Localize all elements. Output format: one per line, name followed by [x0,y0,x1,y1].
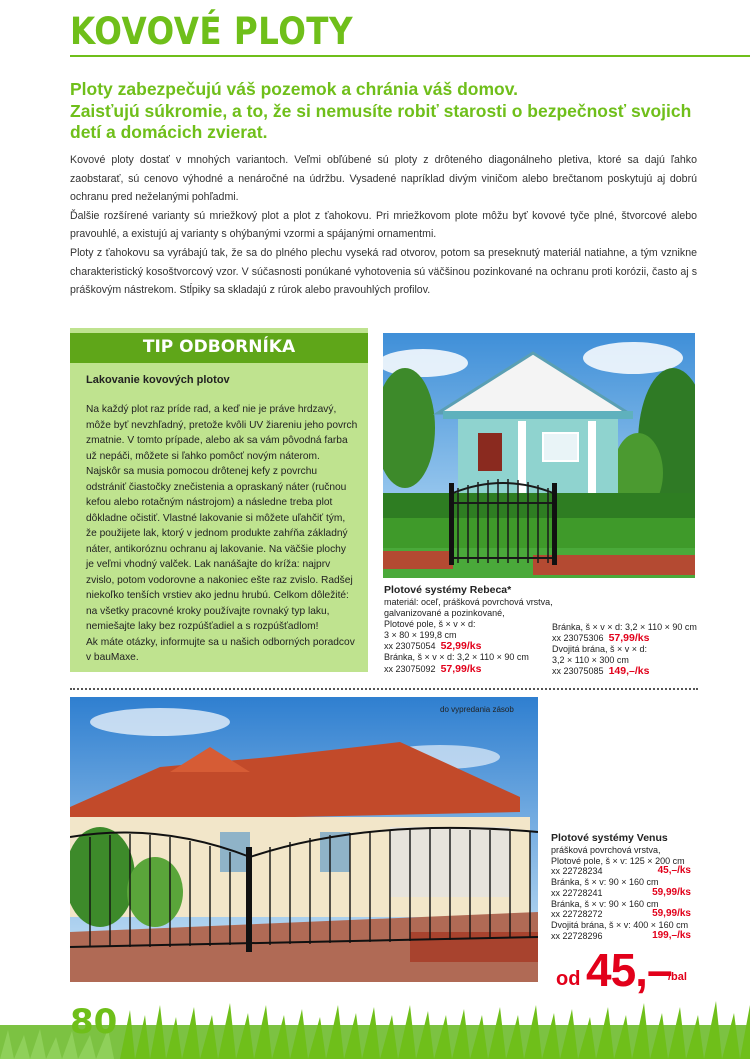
tip-line: niekoľko tenších vrstiev ako jednu hrubú. Celkom dôležité: [86,590,349,601]
price: 45,–/ks [657,865,691,877]
price: 57,99/ks [440,662,482,675]
price: 149,–/ks [608,665,650,678]
tip-line: Ak máte otázky, informujte sa u našich odborných poradcov [86,636,355,648]
big-price-value: 45,– [586,944,672,996]
venus-item-row [551,866,691,877]
rebeca-item-row [552,633,697,644]
price: 199,–/ks [652,929,691,941]
rebeca-item-name: Plotové pole, š × v × d: [384,619,476,630]
product-code: xx 22728272 [551,909,603,920]
venus-item-name: Dvojitá brána, š × v: 400 × 160 cm [551,919,689,930]
tip-line: už nepáči, môžete si ľahko pomôcť novým náterom. [86,450,320,462]
tip-line: že použijete lak, ktorý v jednom produkte zahŕňa základný [86,528,348,539]
body-text [70,151,697,300]
title-underline [70,55,750,57]
venus-item-row [551,909,691,920]
lead-line: Zaisťujú súkromie, a to, že si nemusíte robiť starosti o bezpečnosť svojich [70,100,692,121]
price: 59,99/ks [652,908,691,920]
tip-line: náter, antikoróznu ochranu aj lakovanie. Na väčšie plochy [86,543,346,555]
rebeca-item-name: Dvojitá brána, š × v × d: [552,644,648,655]
rebeca-title: Plotové systémy Rebeca* [384,584,512,596]
product-code: xx 23075306 [552,633,604,644]
rebeca-material: materiál: oceľ, prášková povrchová vrstva, [384,597,553,607]
page-title: KOVOVÉ PLOTY [70,10,353,53]
tip-header-title: TIP ODBORNÍKA [142,337,296,357]
product-code: xx 22728234 [551,866,603,877]
product-code: xx 23075092 [384,663,436,674]
tip-line: v bauMaxe. [86,652,139,663]
tip-line: Najskôr sa musia pomocou drôtenej kefy z povrchu [86,466,318,477]
lead-line: detí a domácich zvierat. [70,122,268,142]
tip-line: Na každý plot raz príde rad, a keď nie je práve hrdzavý, [86,404,337,415]
tip-line: môže byť nevzhľadný, pretože kvôli UV žiareniu jeho povrch [86,419,358,431]
venus-item-row [551,931,691,942]
lead-paragraph [70,79,710,144]
body-paragraph: Kovové ploty dostať v mnohých variantoch. Veľmi obľúbené sú ploty z drôteného diagonálneho pletiva, ktoré sa dajú ľahko zaobstarať, sú cenovo výhodné a nenáročné na údržbu. Vysadené napríklad divým viničom alebo brečtanom poskytujú aj dobrú ochranu pred neželanými pohľadmi. [70,154,697,204]
section-divider [70,688,698,690]
tip-line: zmatnie. V tomto prípade, alebo ak sa vám pôvodná farba [86,435,348,446]
rebeca-item-dims: 3,2 × 110 × 300 cm [552,655,629,666]
product-code: xx 23075054 [384,641,436,652]
big-price-unit: /bal [668,971,687,983]
rebeca-item-row [384,664,553,675]
body-paragraph: Ďalšie rozšírené varianty sú mriežkový plot a plot z ťahokovu. Pri mriežkovom plote môžu byť kovové tyče plné, štvorcové alebo pravouhlé, a existujú aj varianty s ohýbanými vzormi a spájanými ornamentmi. [70,209,697,241]
venus-item-name: Bránka, š × v: 90 × 160 cm [551,898,659,909]
product-code: xx 22728241 [551,887,603,898]
rebeca-specs-right [552,622,697,677]
tip-header [70,333,368,363]
tip-text [86,402,356,666]
product-code: xx 22728296 [551,930,603,941]
rebeca-item-name: Bránka, š × v × d: 3,2 × 110 × 90 cm [552,622,697,632]
rebeca-item-dims: 3 × 80 × 199,8 cm [384,630,457,641]
rebeca-fence-photo [383,333,695,578]
tip-line: na všetky pracovné kroky používajte rovnaký typ laku, [86,605,330,617]
body-paragraph: Ploty z ťahokovu sa vyrábajú tak, že sa do plného plechu vyseká rad otvorov, potom sa preseknutý materiál natiahne, a tým vznikne charakteristický kosoštvorcový vzor. V súčasnosti ponúkané vyhotovenia sú väčšinou pozinkované na ochranu proti korózii, často aj s práškovým nástrekom. Stĺpiky sa skladajú z rúrok alebo pravouhlých profilov. [70,246,697,297]
rebeca-material: galvanizované a pozinkované, [384,608,505,619]
price: 59,99/ks [652,886,691,898]
price: 52,99/ks [440,640,482,653]
venus-item-row [551,888,691,899]
rebeca-item-row [384,641,553,652]
lead-line: Ploty zabezpečujú váš pozemok a chránia váš domov. [70,79,519,99]
tip-line: kefou alebo rotačným nástrojom) a následne treba plot [86,497,333,508]
rebeca-specs-left [384,597,553,675]
price: 57,99/ks [608,632,650,645]
venus-item-name: Bránka, š × v: 90 × 160 cm [551,877,659,888]
big-price-prefix: od [556,968,581,990]
venus-title: Plotové systémy Venus [551,832,668,844]
rebeca-item-name: Bránka, š × v × d: 3,2 × 110 × 90 cm [384,652,529,663]
venus-specs [551,845,691,941]
venus-fence-photo [70,697,538,982]
rebeca-item-row [552,666,697,677]
page-number: 80 [70,1002,118,1042]
tip-line: nemiešajte laky bez rozpúšťadiel a s rozpúšťadlom! [86,621,319,632]
sale-tag: do vypredania zásob [440,705,514,714]
tip-line: je veľmi vhodný valček. Lak nanášajte do kríža: najprv [86,559,331,570]
tip-line: zvislo, potom vodorovne a nakoniec ešte raz zvislo. Radšej [86,574,353,586]
product-code: xx 23075085 [552,666,604,677]
venus-subtitle: prášková povrchová vrstva, [551,845,661,855]
tip-line: odstrániť čiastočky znečistenia a opraskaný náter (ručnou [86,481,347,493]
tip-subtitle: Lakovanie kovových plotov [86,374,230,386]
tip-line: dôkladne očistiť. Vlastné lakovanie si môžete uľahčiť tým, [86,512,346,524]
venus-item-name: Plotové pole, š × v: 125 × 200 cm [551,855,685,866]
